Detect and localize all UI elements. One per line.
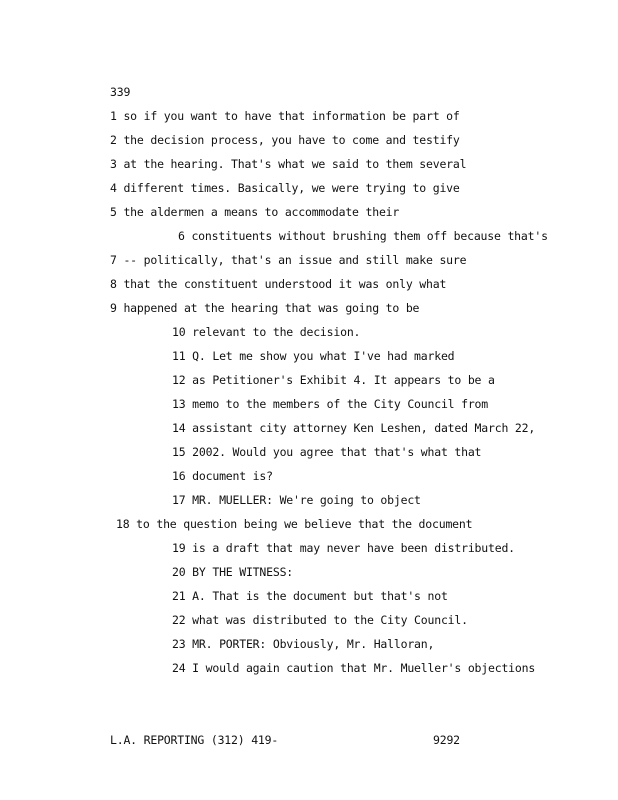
transcript-line: 20 BY THE WITNESS: bbox=[172, 565, 294, 579]
transcript-line: 3 at the hearing. That's what we said to them several bbox=[110, 157, 467, 171]
transcript-line: 4 different times. Basically, we were trying to give bbox=[110, 181, 460, 195]
transcript-line: 12 as Petitioner's Exhibit 4. It appears to be a bbox=[172, 373, 495, 387]
page-number: 339 bbox=[110, 85, 131, 99]
transcript-line: 6 constituents without brushing them off because that's bbox=[178, 229, 548, 243]
footer-reporter: L.A. REPORTING (312) 419- bbox=[110, 733, 279, 747]
transcript-line: 8 that the constituent understood it was only what bbox=[110, 277, 447, 291]
transcript-line: 11 Q. Let me show you what I've had marked bbox=[172, 349, 455, 363]
transcript-line: 2 the decision process, you have to come and testify bbox=[110, 133, 460, 147]
transcript-line: 5 the aldermen a means to accommodate their bbox=[110, 205, 400, 219]
transcript-line: 24 I would again caution that Mr. Mueller's objections bbox=[172, 661, 536, 675]
transcript-line: 1 so if you want to have that information be part of bbox=[110, 109, 460, 123]
transcript-line: 19 is a draft that may never have been distributed. bbox=[172, 541, 515, 555]
transcript-line: 10 relevant to the decision. bbox=[172, 325, 361, 339]
transcript-line: 22 what was distributed to the City Council. bbox=[172, 613, 468, 627]
transcript-line: 9 happened at the hearing that was going to be bbox=[110, 301, 420, 315]
transcript-line: 15 2002. Would you agree that that's what that bbox=[172, 445, 482, 459]
transcript-line: 23 MR. PORTER: Obviously, Mr. Halloran, bbox=[172, 637, 435, 651]
transcript-line: 21 A. That is the document but that's not bbox=[172, 589, 448, 603]
footer-number: 9292 bbox=[433, 733, 460, 747]
transcript-line: 14 assistant city attorney Ken Leshen, dated March 22, bbox=[172, 421, 536, 435]
transcript-line: 7 -- politically, that's an issue and still make sure bbox=[110, 253, 467, 267]
transcript-line: 17 MR. MUELLER: We're going to object bbox=[172, 493, 421, 507]
transcript-line: 13 memo to the members of the City Council from bbox=[172, 397, 489, 411]
transcript-line: 16 document is? bbox=[172, 469, 273, 483]
transcript-line: 18 to the question being we believe that the document bbox=[116, 517, 473, 531]
